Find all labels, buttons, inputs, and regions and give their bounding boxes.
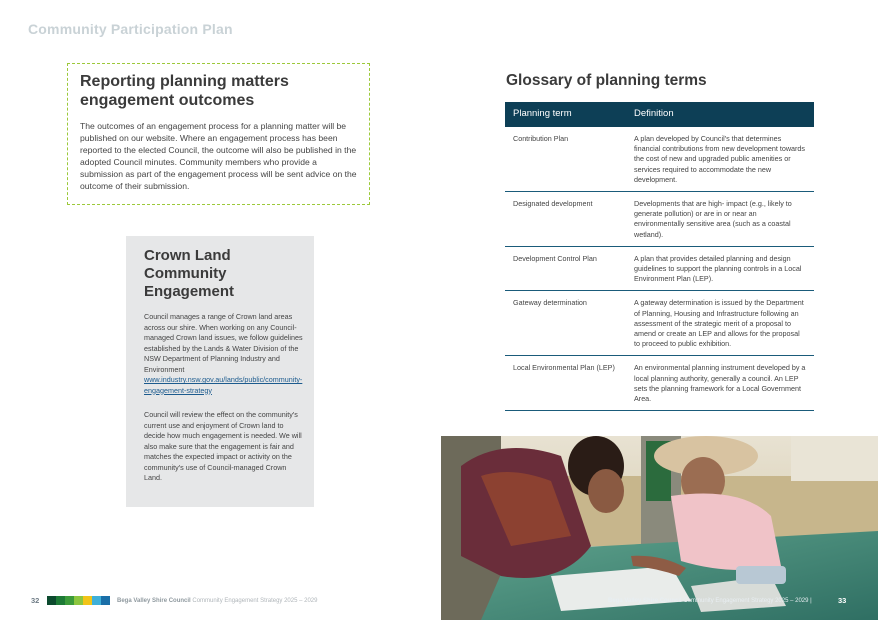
glossary-header-row xyxy=(505,102,814,127)
glossary-heading: Glossary of planning terms xyxy=(506,72,707,89)
footer-left-text xyxy=(117,598,317,604)
footer-left-doc: Community Engagement Strategy 2025 – 2029 xyxy=(192,598,318,604)
footer-right-text: Bega Valley Shire Council Community Engagement Strategy 2025 – 2029 | xyxy=(608,598,812,604)
crown-land-paragraph-1-text: Council manages a range of Crown land areas across our shire. When working on any Council-managed Crown land issues, we follow guidelines established by the Lands & Water Division of the NSW Department of Planning Industry and Environment xyxy=(144,312,303,374)
colour-swatch xyxy=(83,596,92,605)
photo-illustration xyxy=(441,436,878,620)
crown-land-paragraph-1 xyxy=(144,312,304,396)
colour-swatch xyxy=(92,596,101,605)
page-number-right: 33 xyxy=(838,596,847,605)
glossary-table xyxy=(505,102,814,411)
reporting-heading-line1: Reporting planning matters xyxy=(80,73,289,90)
table-row xyxy=(505,291,814,356)
table-row xyxy=(505,246,814,291)
crown-land-heading-line1: Crown Land xyxy=(144,247,231,264)
footer-right-org: Bega Valley Shire Council xyxy=(608,598,682,604)
brand-colour-bar xyxy=(47,596,110,605)
crown-land-heading-line3: Engagement xyxy=(144,283,235,300)
table-row xyxy=(505,192,814,247)
glossary-definition: A plan that provides detailed planning and design guidelines to support the planning controls in a Local Environment Plan (LEP). xyxy=(626,246,814,291)
page-number-left: 32 xyxy=(31,596,40,605)
document-header-title: Community Participation Plan xyxy=(28,21,233,37)
glossary-term: Contribution Plan xyxy=(505,127,626,192)
glossary-term: Local Environmental Plan (LEP) xyxy=(505,356,626,411)
colour-swatch xyxy=(101,596,110,605)
reporting-heading xyxy=(80,72,360,110)
table-row xyxy=(505,127,814,192)
colour-swatch xyxy=(56,596,65,605)
glossary-definition: An environmental planning instrument developed by a local planning authority, generally a council. An LEP sets the planning framework for a Local Government Area. xyxy=(626,356,814,411)
colour-swatch xyxy=(65,596,74,605)
footer-right-doc: Community Engagement Strategy 2025 – 2029 xyxy=(683,598,809,604)
glossary-col-definition: Definition xyxy=(626,102,814,127)
reporting-heading-line2: engagement outcomes xyxy=(80,92,255,109)
glossary-definition: Developments that are high- impact (e.g., likely to generate pollution) or are in or near an environmentally sensitive area (such as a coastal wetland). xyxy=(626,192,814,247)
glossary-definition: A plan developed by Council's that determines financial contributions from new development towards the cost of new and upgraded public amenities or services required to accommodate the new development. xyxy=(626,127,814,192)
crown-land-heading-line2: Community xyxy=(144,265,227,282)
crown-land-strategy-link[interactable]: www.industry.nsw.gov.au/lands/public/community-engagement-strategy xyxy=(144,375,303,395)
community-engagement-photo xyxy=(441,436,878,620)
footer-left-org: Bega Valley Shire Council xyxy=(117,598,191,604)
crown-land-heading xyxy=(144,247,304,301)
glossary-term: Development Control Plan xyxy=(505,246,626,291)
table-row xyxy=(505,356,814,411)
crown-land-paragraph-2: Council will review the effect on the community's current use and enjoyment of Crown land to decide how much engagement is needed. We will also make sure that the engagement is fair and matches the expected impact or activity on the community's use of Council-managed Crown Land. xyxy=(144,410,302,482)
colour-swatch xyxy=(47,596,56,605)
glossary-term: Gateway determination xyxy=(505,291,626,356)
glossary-term: Designated development xyxy=(505,192,626,247)
glossary-definition: A gateway determination is issued by the Department of Planning, Housing and Infrastructure following an assessment of the strategic merit of a proposal to amend or create an LEP and allows for the proposal to proceed to public exhibition. xyxy=(626,291,814,356)
reporting-body: The outcomes of an engagement process for a planning matter will be published on our website. Where an engagement process has been reported to the elected Council, the outcome will also be published in the adopted Council minutes. Community members who provide a submission as part of the engagement process will be sent advice on the outcome of their submission. xyxy=(80,121,357,191)
colour-swatch xyxy=(74,596,83,605)
glossary-col-term: Planning term xyxy=(505,102,626,127)
